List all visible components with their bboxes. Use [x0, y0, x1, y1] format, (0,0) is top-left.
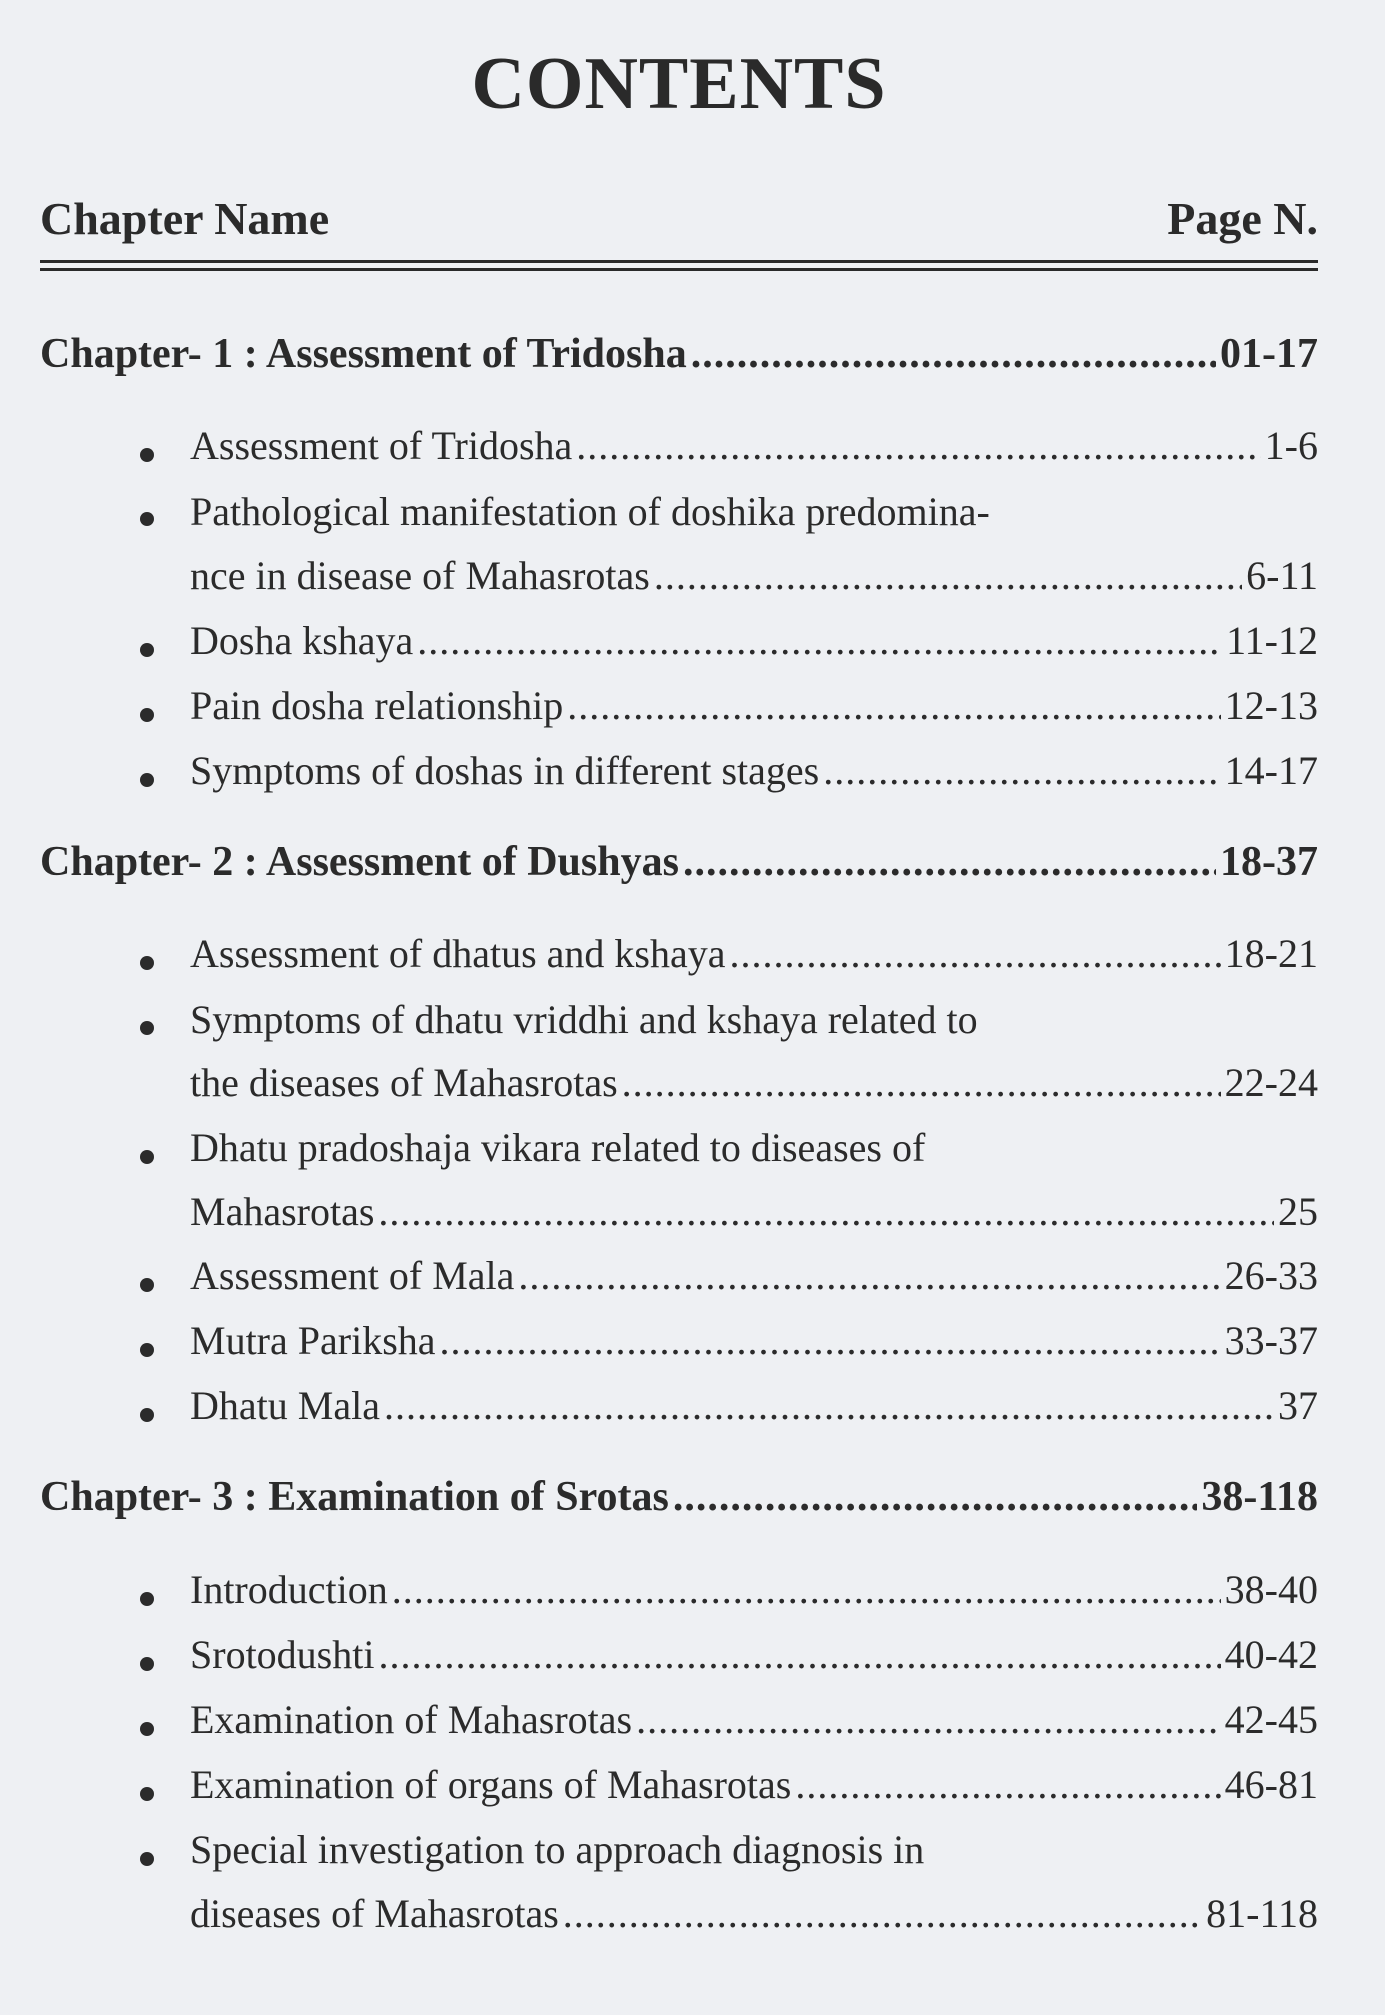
column-header	[40, 192, 1318, 252]
toc-item-title: Pain dosha relationship	[190, 683, 564, 728]
toc-item[interactable]	[190, 747, 1318, 803]
toc-item-title: Symptoms of doshas in different stages	[190, 748, 820, 793]
toc-item-pages: 42-45	[1224, 1697, 1318, 1742]
toc-item-title: Srotodushti	[190, 1632, 375, 1677]
dot-leader	[567, 682, 1220, 729]
toc-item-pages: 46-81	[1224, 1762, 1318, 1807]
chapter-label: Chapter- 1 : Assessment of Tridosha	[40, 331, 687, 377]
dot-leader	[417, 617, 1222, 664]
toc-item[interactable]	[190, 422, 1318, 478]
dot-leader	[518, 1252, 1220, 1299]
toc-item-pages: 12-13	[1224, 683, 1318, 728]
header-page-number: Page N.	[1167, 193, 1318, 244]
toc-item[interactable]	[190, 1566, 1318, 1622]
toc-item-title: Examination of organs of Mahasrotas	[190, 1762, 792, 1807]
bullet-icon	[140, 773, 154, 787]
chapter-1-entry[interactable]	[40, 330, 1318, 386]
page-title: CONTENTS	[471, 43, 887, 125]
dot-leader	[683, 838, 1216, 886]
chapter-label: Chapter- 3 : Examination of Srotas	[40, 1474, 669, 1520]
dot-leader	[440, 1317, 1221, 1364]
header-rule-bottom	[40, 268, 1318, 271]
chapter-pages: 01-17	[1220, 331, 1318, 377]
toc-item-pages: 22-24	[1224, 1060, 1318, 1105]
bullet-icon	[140, 1722, 154, 1736]
chapter-3-entry[interactable]	[40, 1473, 1318, 1529]
bullet-icon	[140, 1657, 154, 1671]
toc-item-pages: 33-37	[1224, 1318, 1318, 1363]
bullet-icon	[140, 708, 154, 722]
bullet-icon	[140, 956, 154, 970]
dot-leader	[378, 1631, 1220, 1678]
toc-item[interactable]	[190, 1382, 1318, 1438]
chapter-label: Chapter- 2 : Assessment of Dushyas	[40, 839, 679, 885]
chapter-pages: 38-118	[1201, 1474, 1318, 1520]
bullet-icon	[140, 1787, 154, 1801]
dot-leader	[673, 1473, 1197, 1521]
toc-item-title: diseases of Mahasrotas	[190, 1891, 559, 1936]
toc-item-title-line1[interactable]: Symptoms of dhatu vriddhi and kshaya related to	[190, 997, 978, 1042]
toc-item-pages: 38-40	[1224, 1567, 1318, 1612]
dot-leader	[729, 930, 1220, 977]
toc-item-title: Dosha kshaya	[190, 618, 414, 663]
toc-item[interactable]	[190, 1188, 1318, 1244]
toc-item[interactable]	[190, 1059, 1318, 1115]
toc-item-pages: 18-21	[1224, 931, 1318, 976]
toc-item-title-line1[interactable]: Pathological manifestation of doshika predomina-	[190, 489, 990, 534]
toc-item[interactable]	[190, 617, 1318, 673]
dot-leader	[563, 1890, 1202, 1937]
dot-leader	[576, 422, 1260, 469]
toc-item-title: the diseases of Mahasrotas	[190, 1060, 618, 1105]
toc-item-pages: 81-118	[1206, 1891, 1318, 1936]
toc-item-title: nce in disease of Mahasrotas	[190, 553, 650, 598]
toc-item-pages: 6-11	[1246, 553, 1318, 598]
toc-item-title: Assessment of Mala	[190, 1253, 515, 1298]
toc-item-pages: 40-42	[1224, 1632, 1318, 1677]
dot-leader	[823, 747, 1220, 794]
bullet-icon	[140, 1592, 154, 1606]
toc-item[interactable]	[190, 552, 1318, 608]
bullet-icon	[140, 1021, 154, 1035]
dot-leader	[795, 1761, 1220, 1808]
dot-leader	[622, 1059, 1221, 1106]
toc-item-pages: 26-33	[1224, 1253, 1318, 1298]
toc-item[interactable]	[190, 1252, 1318, 1308]
bullet-icon	[140, 1150, 154, 1164]
toc-item[interactable]	[190, 1631, 1318, 1687]
bullet-icon	[140, 1408, 154, 1422]
toc-item-title: Assessment of dhatus and kshaya	[190, 931, 726, 976]
bullet-icon	[140, 1343, 154, 1357]
toc-item[interactable]	[190, 1317, 1318, 1373]
bullet-icon	[140, 448, 154, 462]
bullet-icon	[140, 643, 154, 657]
chapter-2-entry[interactable]	[40, 838, 1318, 894]
toc-item-pages: 1-6	[1264, 423, 1318, 468]
toc-item-title: Mutra Pariksha	[190, 1318, 436, 1363]
header-chapter-name: Chapter Name	[40, 193, 330, 244]
toc-item-pages: 37	[1278, 1383, 1318, 1428]
dot-leader	[384, 1382, 1274, 1429]
toc-item-title: Assessment of Tridosha	[190, 423, 573, 468]
toc-item-pages: 25	[1278, 1189, 1318, 1234]
bullet-icon	[140, 1278, 154, 1292]
toc-item[interactable]	[190, 1696, 1318, 1752]
toc-item[interactable]	[190, 1890, 1318, 1946]
chapter-pages: 18-37	[1220, 839, 1318, 885]
dot-leader	[392, 1566, 1221, 1613]
toc-item[interactable]	[190, 1761, 1318, 1817]
toc-item-title: Dhatu Mala	[190, 1383, 380, 1428]
bullet-icon	[140, 512, 154, 526]
bullet-icon	[140, 1852, 154, 1866]
toc-item-title-line1[interactable]: Special investigation to approach diagnosis in	[190, 1827, 925, 1872]
toc-item[interactable]	[190, 682, 1318, 738]
toc-item-title: Introduction	[190, 1567, 388, 1612]
toc-item-title: Examination of Mahasrotas	[190, 1697, 633, 1742]
toc-item[interactable]	[190, 930, 1318, 986]
toc-item-pages: 11-12	[1226, 618, 1318, 663]
dot-leader	[378, 1188, 1274, 1235]
toc-item-title-line1[interactable]: Dhatu pradoshaja vikara related to diseases of	[190, 1125, 926, 1170]
toc-item-pages: 14-17	[1224, 748, 1318, 793]
toc-item-title: Mahasrotas	[190, 1189, 375, 1234]
dot-leader	[654, 552, 1242, 599]
header-rule-top	[40, 260, 1318, 263]
dot-leader	[636, 1696, 1221, 1743]
dot-leader	[691, 330, 1216, 378]
